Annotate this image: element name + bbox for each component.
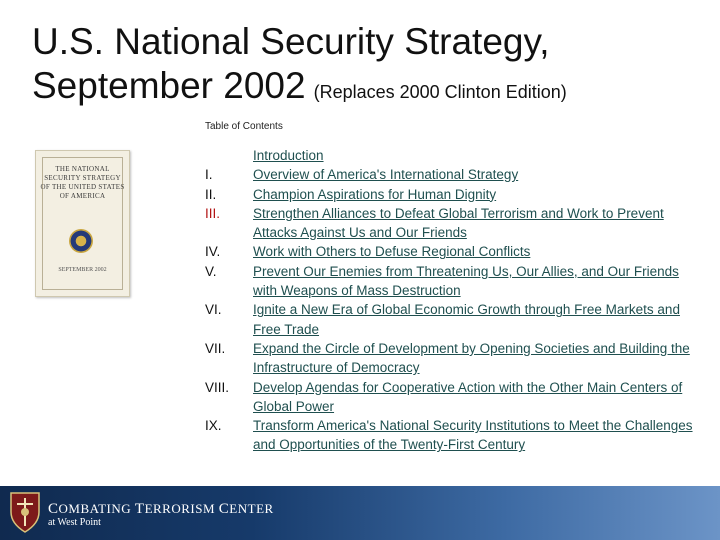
footer-banner [0,486,720,540]
toc-number [205,146,253,165]
toc-number: VI. [205,302,222,318]
toc-link-4[interactable]: Work with Others to Defuse Regional Conflicts [253,244,531,260]
toc-number: VIII. [205,379,230,395]
toc-number: I. [205,167,213,183]
toc-number: II. [205,186,217,202]
toc-item-2 [205,185,705,204]
toc-item-3 [205,204,705,243]
cover-title: THE NATIONAL SECURITY STRATEGY OF THE UNITED STATES OF AMERICA [40,165,125,200]
toc-link-5[interactable]: Prevent Our Enemies from Threatening Us, Our Allies, and Our Friends with Weapons of Mass Destruction [253,263,679,299]
cover-date: SEPTEMBER 2002 [58,267,107,273]
presidential-seal-icon [69,229,93,253]
table-of-contents [205,146,705,455]
toc-item-1 [205,165,705,184]
toc-link-1[interactable]: Overview of America's International Strategy [253,167,519,183]
toc-item-8 [205,378,705,417]
toc-link-6[interactable]: Ignite a New Era of Global Economic Growth through Free Markets and Free Trade [253,302,680,337]
title-line-2 [32,64,712,114]
toc-item-4 [205,242,705,261]
slide-title [32,20,712,114]
toc-number: VII. [205,340,226,356]
toc-link-7[interactable]: Expand the Circle of Development by Opening Societies and Building the Infrastructure of Democracy [253,340,690,376]
toc-item-5 [205,262,705,301]
title-line-1: U.S. National Security Strategy, [32,21,550,62]
toc-link-3[interactable]: Strengthen Alliances to Defeat Global Terrorism and Work to Prevent Attacks Against Us and Our Friends [253,205,664,241]
toc-link-2[interactable]: Champion Aspirations for Human Dignity [253,186,497,202]
report-cover-image [35,150,130,297]
toc-item-6 [205,300,705,339]
toc-item-7 [205,339,705,378]
toc-header: Table of Contents [205,121,283,132]
title-date: September 2002 [32,65,306,106]
toc-number: V. [205,263,217,279]
toc-number: IX. [205,418,222,434]
toc-number: III. [205,205,221,221]
org-name: COMBATING TERRORISM CENTER [48,501,274,517]
toc-link-8[interactable]: Develop Agendas for Cooperative Action with the Other Main Centers of Global Power [253,379,683,414]
org-location: at West Point [48,517,101,528]
toc-item-introduction [205,146,705,165]
west-point-shield-icon [8,490,42,534]
toc-link-introduction[interactable]: Introduction [253,148,324,163]
title-subtitle: (Replaces 2000 Clinton Edition) [313,82,567,102]
toc-link-9[interactable]: Transform America's National Security Institutions to Meet the Challenges and Opportunities of the Twenty-First Century [253,418,693,453]
toc-number: IV. [205,244,221,260]
toc-item-9 [205,416,705,455]
